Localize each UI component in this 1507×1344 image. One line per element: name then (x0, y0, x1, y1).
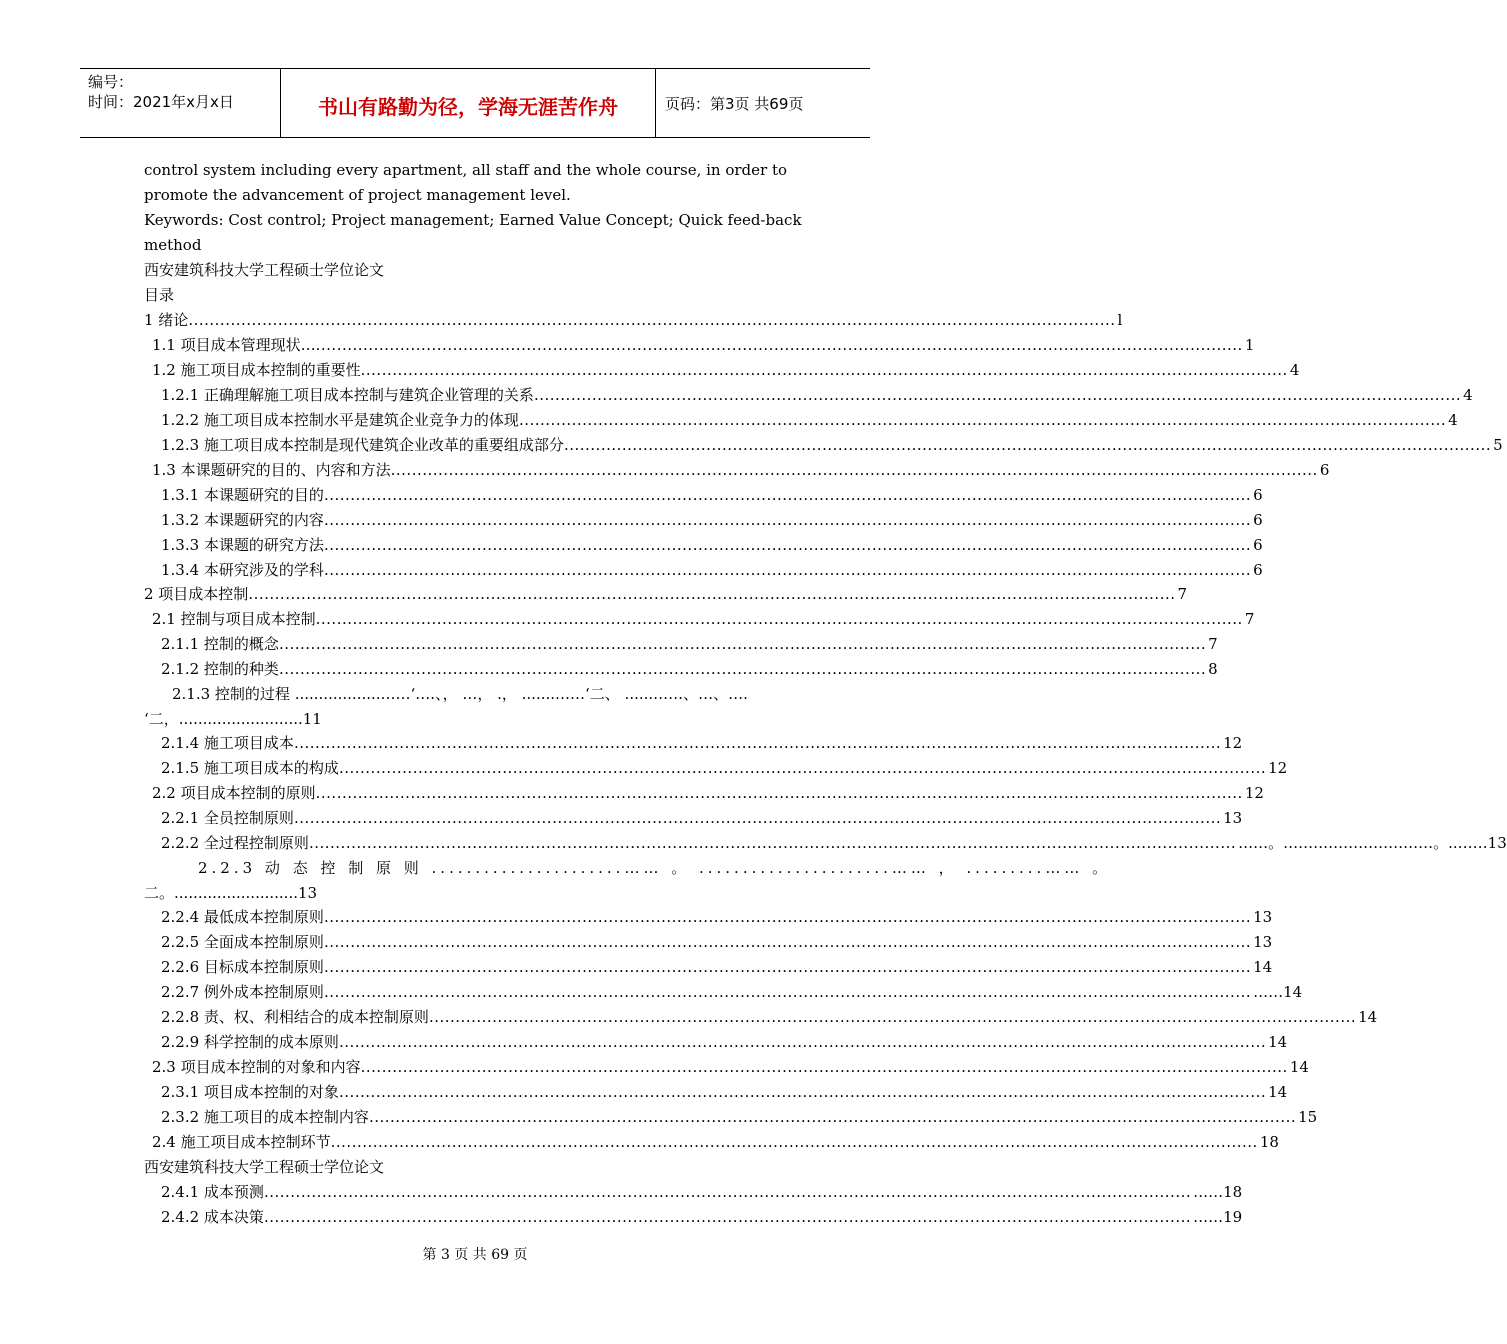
toc-title: 1.2.2 施工项目成本控制水平是建筑企业竞争力的体现 (161, 411, 519, 429)
toc-leader: ................................................................................................................................................................................ (323, 486, 1252, 504)
toc-page: l (1117, 311, 1123, 329)
toc-title: 2.3.1 项目成本控制的对象 (161, 1083, 339, 1101)
toc-page: 13 (1253, 933, 1273, 951)
toc-entry (161, 980, 1303, 1004)
toc-title: 1.3.1 本课题研究的目的 (161, 486, 324, 504)
toc-entry (161, 955, 1273, 979)
toc-entry (152, 1055, 1309, 1079)
header-page-cell (655, 69, 870, 137)
toc-entry (144, 308, 1123, 332)
toc-title: 2.1.1 控制的概念 (161, 635, 279, 653)
toc-entry (161, 483, 1263, 507)
toc-title: 2.3.2 施工项目的成本控制内容 (161, 1108, 369, 1126)
keywords-line: method (144, 236, 202, 254)
toc-leader: ................................................................................................................................................................................ (360, 1058, 1288, 1076)
toc-page: 18 (1259, 1133, 1279, 1151)
toc-leader: ................................................................................................................................................................................ (323, 511, 1252, 529)
toc-page: 7 (1244, 610, 1255, 628)
toc-title: 2.1.4 施工项目成本 (161, 734, 294, 752)
toc-entry (161, 756, 1288, 780)
toc-leader: ................................................................................................................................................................................ (188, 311, 1116, 329)
toc-title: 2.2.2 全过程控制原则 (161, 834, 309, 852)
toc-title: 2.2.9 科学控制的成本原则 (161, 1033, 339, 1051)
toc-page: 7 (1177, 585, 1188, 603)
running-title: 西安建筑科技大学工程硕士学位论文 (144, 1158, 385, 1176)
toc-entry (161, 831, 1507, 855)
toc-leader: ................................................................................................................................................................................ (323, 958, 1252, 976)
toc-page: 4 (1289, 361, 1300, 379)
header-left-cell (80, 69, 280, 137)
toc-leader: ................................................................................................................................................................................ (323, 536, 1252, 554)
toc-entry (161, 558, 1263, 582)
toc-page: 12 (1223, 734, 1243, 752)
toc-title: 2.2.3 动 态 控 制 原 则 ......................…… 。 ......................…… ， .........…… 。 (198, 859, 1112, 877)
toc-leader: ................................................................................................................................................................................ (338, 1083, 1267, 1101)
toc-entry (161, 508, 1263, 532)
toc-entry (161, 905, 1273, 929)
toc-title: 2 项目成本控制 (144, 585, 249, 603)
toc-page: 6 (1253, 486, 1263, 504)
toc-title: 1.3 本课题研究的目的、内容和方法 (152, 461, 391, 479)
toc-page: 14 (1268, 1083, 1288, 1101)
toc-entry-wrapped (198, 856, 1112, 880)
toc-entry (161, 533, 1263, 557)
document-date-label: 时间：2021年x月x日 (88, 93, 234, 111)
running-title: 西安建筑科技大学工程硕士学位论文 (144, 261, 385, 279)
toc-title: 1.3.4 本研究涉及的学科 (161, 561, 324, 579)
toc-title: 2.2.7 例外成本控制原则 (161, 983, 324, 1001)
toc-leader: ................................................................................................................................................................................ (518, 411, 1447, 429)
toc-title: ‘二， (144, 710, 179, 728)
toc-entry-continuation (144, 881, 317, 905)
toc-leader: ................................................................................................................................................................................ (338, 759, 1267, 777)
toc-page: 4 (1448, 411, 1458, 429)
header-motto: 书山有路勤为径，学海无涯苦作舟 (318, 95, 618, 119)
toc-entry-wrapped (172, 682, 812, 706)
toc-page: ……19 (1193, 1208, 1243, 1226)
toc-leader: ................................................................................................................................................................................ (330, 1133, 1258, 1151)
toc-title: 2.2.5 全面成本控制原则 (161, 933, 324, 951)
toc-page: 12 (1244, 784, 1264, 802)
toc-title: 2.2.8 责、权、利相结合的成本控制原则 (161, 1008, 429, 1026)
abstract-line: promote the advancement of project management level. (144, 186, 571, 204)
toc-entry (161, 930, 1273, 954)
toc-entry (152, 333, 1255, 357)
header-page-code: 页码：第3页 共69页 (665, 95, 804, 113)
toc-title: 1.3.2 本课题研究的内容 (161, 511, 324, 529)
toc-page: 6 (1319, 461, 1330, 479)
toc-entry (161, 806, 1243, 830)
toc-leader: ................................................................................................................................................................................ (323, 908, 1252, 926)
toc-page: 4 (1463, 386, 1473, 404)
toc-leader: ................................................................................................................................................................................ (323, 983, 1252, 1001)
toc-leader: ................................................................................................................................................................................ (368, 1108, 1297, 1126)
toc-entry (161, 731, 1243, 755)
toc-entry (152, 458, 1330, 482)
toc-leader: .......................... (174, 884, 298, 902)
toc-leader: ................................................................................................................................................................................ (263, 1183, 1192, 1201)
toc-leader: ................................................................................................................................................................................ (428, 1008, 1357, 1026)
toc-title: 2.1.5 施工项目成本的构成 (161, 759, 339, 777)
toc-title: 1.2 施工项目成本控制的重要性 (152, 361, 361, 379)
toc-page: 14 (1289, 1058, 1309, 1076)
toc-entry (152, 358, 1300, 382)
toc-leader: ................................................................................................................................................................................ (323, 561, 1252, 579)
toc-page: 1 (1244, 336, 1255, 354)
toc-entry (152, 1130, 1279, 1154)
toc-leader: ................................................................................................................................................................................ (315, 610, 1243, 628)
toc-leader: ................................................................................................................................................................................ (533, 386, 1462, 404)
toc-title: 1.1 项目成本管理现状… (152, 336, 316, 354)
toc-title: 2.1.3 控制的过程 ..................……‘….、， …， .， .......……‘二、 ......……、…、…. (172, 685, 748, 703)
toc-leader: ................................................................................................................................................................................ (278, 635, 1207, 653)
toc-title: 2.2.4 最低成本控制原则 (161, 908, 324, 926)
toc-title: 1.2.1 正确理解施工项目成本控制与建筑企业管理的关系 (161, 386, 534, 404)
toc-leader: ................................................................................................................................................................................ (263, 1208, 1192, 1226)
toc-leader: ................................................................................................................................................................................ (308, 834, 1237, 852)
toc-title: 1.2.3 施工项目成本控制是现代建筑企业改革的重要组成部分 (161, 436, 564, 454)
toc-page: 6 (1253, 561, 1263, 579)
toc-entry (161, 632, 1218, 656)
toc-title: 2.4.1 成本预测 (161, 1183, 264, 1201)
toc-title: 2.4 施工项目成本控制环节 (152, 1133, 331, 1151)
toc-title: 1.3.3 本课题的研究方法 (161, 536, 324, 554)
toc-page: 8 (1208, 660, 1218, 678)
toc-leader: ................................................................................................................................................................................ (360, 361, 1288, 379)
toc-page: 11 (302, 710, 322, 728)
toc-entry (144, 582, 1188, 606)
toc-leader: ................................................................................................................................................................................ (390, 461, 1318, 479)
toc-title: 2.1 控制与项目成本控制 (152, 610, 316, 628)
toc-page: 7 (1208, 635, 1218, 653)
toc-page: 14 (1268, 1033, 1288, 1051)
toc-entry (161, 1205, 1243, 1229)
page-footer: 第 3 页 共 69 页 (422, 1247, 528, 1263)
toc-leader: ................................................................................................................................................................................ (315, 784, 1243, 802)
toc-leader: ................................................................................................................................................................................ (338, 1033, 1267, 1051)
toc-title: 2.2.1 全员控制原则 (161, 809, 294, 827)
toc-page: 15 (1298, 1108, 1318, 1126)
toc-title: 2.1.2 控制的种类 (161, 660, 279, 678)
toc-leader: ................................................................................................................................................................................ (248, 585, 1176, 603)
toc-entry (161, 657, 1218, 681)
abstract-line: control system including every apartment, all staff and the whole course, in order to (144, 161, 788, 179)
toc-title: 2.2 项目成本控制的原则 (152, 784, 316, 802)
toc-title: 2.4.2 成本决策 (161, 1208, 264, 1226)
toc-leader: ................................................................................................................................................................................ (293, 734, 1222, 752)
toc-page: 14 (1358, 1008, 1378, 1026)
toc-leader: ................................................................................................................................................................................ (563, 436, 1492, 454)
toc-leader: ................................................................................................................................................................................ (293, 809, 1222, 827)
toc-page: 12 (1268, 759, 1288, 777)
toc-title: 二。 (144, 884, 175, 902)
toc-page: 14 (1253, 958, 1273, 976)
toc-entry (161, 1105, 1318, 1129)
toc-leader: ................................................................................................................................................................................ (278, 660, 1207, 678)
header-motto-cell (280, 69, 656, 137)
toc-entry (161, 408, 1458, 432)
toc-entry (161, 433, 1503, 457)
keywords-line: Keywords: Cost control; Project management; Earned Value Concept; Quick feed-back (144, 211, 802, 229)
toc-page: 6 (1253, 511, 1263, 529)
toc-title: 1 绪论 (144, 311, 189, 329)
toc-page: 13 (1223, 809, 1243, 827)
toc-page: 6 (1253, 536, 1263, 554)
toc-page: 13 (1253, 908, 1273, 926)
toc-page: ……。…………………………。..……13 (1238, 834, 1507, 852)
toc-entry (161, 383, 1473, 407)
toc-leader: .......................... (178, 710, 303, 728)
toc-entry (161, 1030, 1288, 1054)
toc-leader: ................................................................................................................................................................................ (315, 336, 1243, 354)
toc-title: 2.2.6 目标成本控制原则 (161, 958, 324, 976)
toc-entry (152, 781, 1264, 805)
toc-page: ……18 (1193, 1183, 1243, 1201)
toc-heading: 目录 (144, 286, 175, 304)
toc-page: 5 (1493, 436, 1503, 454)
toc-title: 2.3 项目成本控制的对象和内容 (152, 1058, 361, 1076)
toc-entry (161, 1180, 1243, 1204)
toc-entry-continuation (144, 707, 322, 731)
toc-entry (152, 607, 1255, 631)
toc-entry (161, 1080, 1288, 1104)
toc-entry (161, 1005, 1378, 1029)
toc-page: 13 (298, 884, 318, 902)
toc-leader: ................................................................................................................................................................................ (323, 933, 1252, 951)
toc-page: ……14 (1253, 983, 1303, 1001)
document-number-label: 编号： (88, 73, 134, 91)
page-header (80, 68, 870, 138)
